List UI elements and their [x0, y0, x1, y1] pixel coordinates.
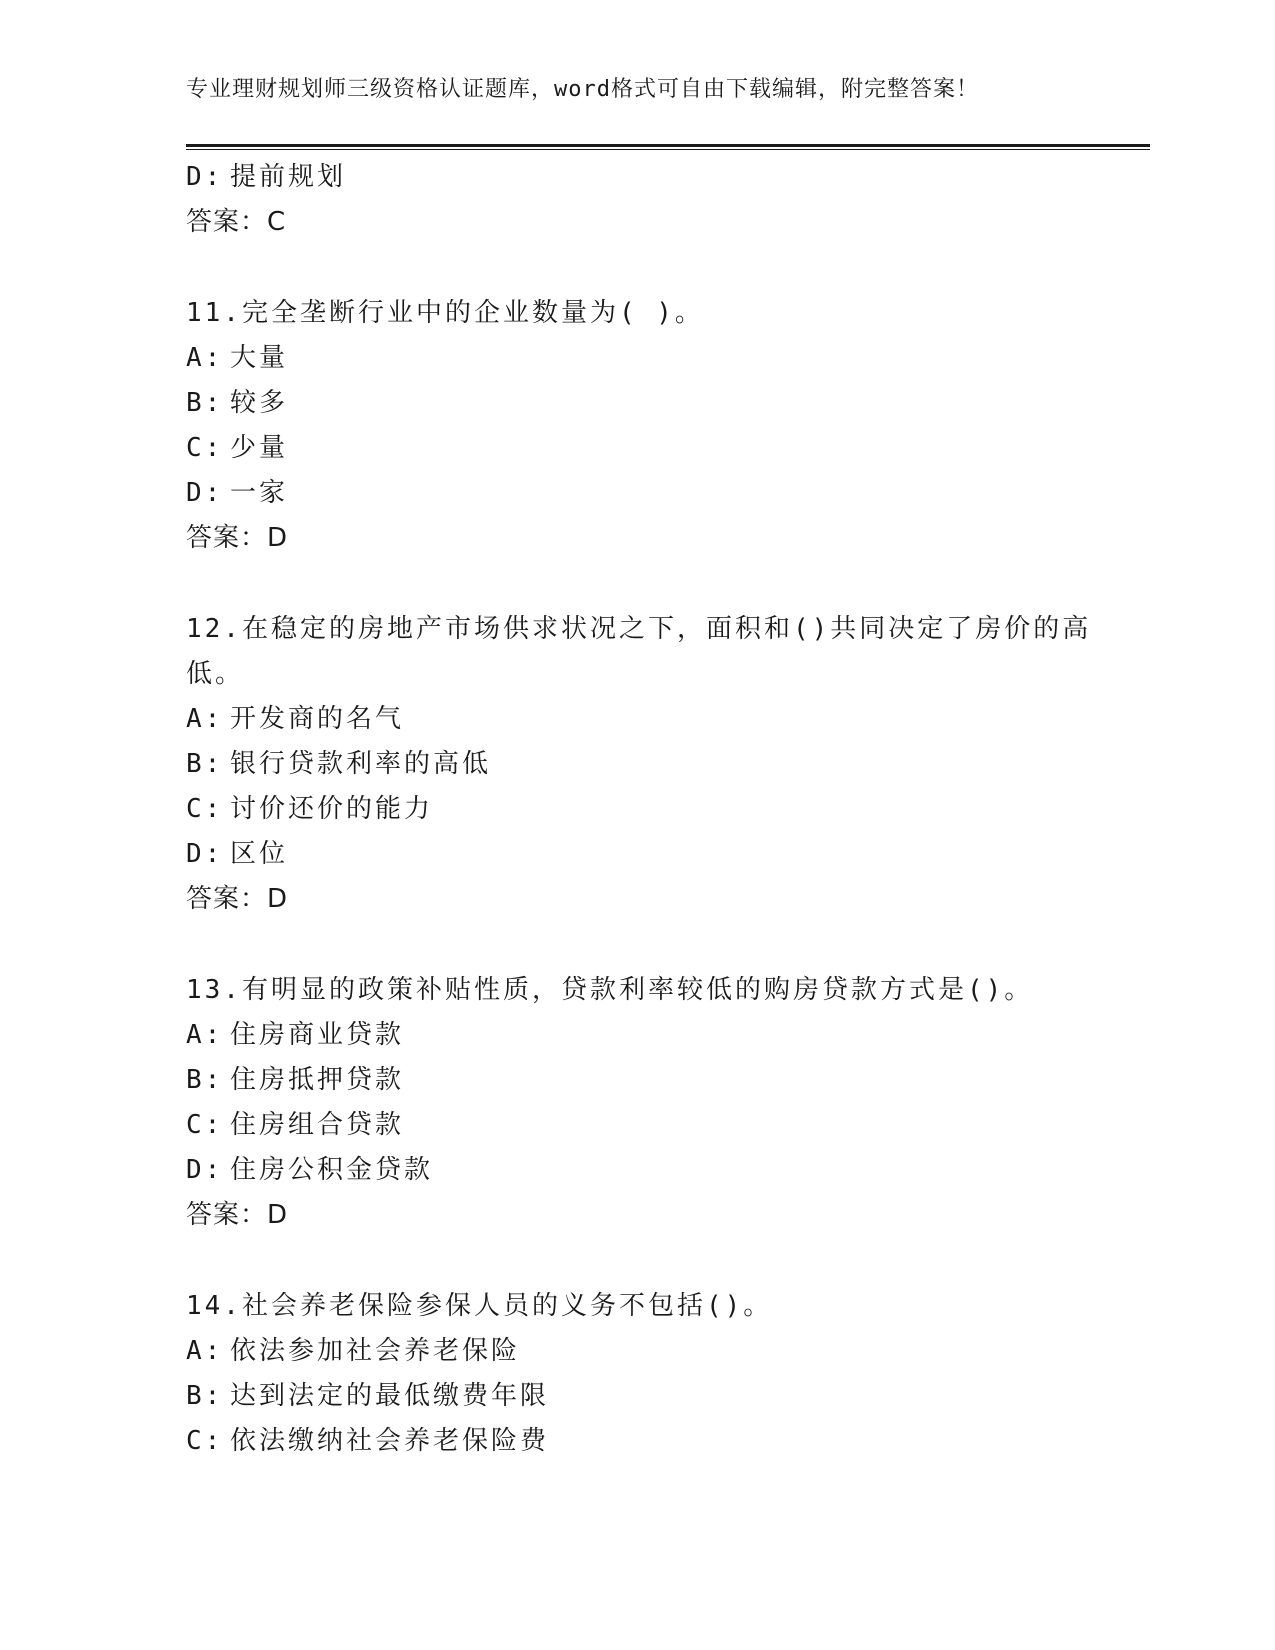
- option-line: [186, 787, 1086, 832]
- option-key: B:: [186, 388, 224, 418]
- option-line: [186, 832, 1086, 877]
- option-key: C:: [186, 794, 224, 824]
- option-text: 区位: [230, 839, 289, 869]
- question-stem: 14.社会养老保险参保人员的义务不包括()。: [186, 1291, 773, 1321]
- option-text: 一家: [230, 478, 289, 508]
- option-line: [186, 1058, 1086, 1103]
- option-line: [186, 742, 1086, 787]
- option-text: 住房组合贷款: [230, 1110, 405, 1140]
- option-text: 住房公积金贷款: [230, 1155, 434, 1185]
- option-text: 银行贷款利率的高低: [230, 749, 492, 779]
- option-text: 少量: [230, 433, 289, 463]
- option-key: C:: [186, 1426, 224, 1456]
- option-line: [186, 155, 1086, 200]
- page-header: 专业理财规划师三级资格认证题库，word格式可自由下载编辑，附完整答案！: [186, 77, 979, 102]
- option-key: B:: [186, 1065, 224, 1095]
- option-key: D:: [186, 839, 224, 869]
- option-key: B:: [186, 1381, 224, 1411]
- question-stem-continuation: 低。: [186, 659, 245, 689]
- answer-line: 答案：C: [186, 207, 287, 237]
- option-key: A:: [186, 1336, 224, 1366]
- answer-line: 答案：D: [186, 884, 289, 914]
- option-line: [186, 336, 1086, 381]
- option-key: D:: [186, 162, 224, 192]
- option-line: [186, 1329, 1086, 1374]
- option-key: A:: [186, 1020, 224, 1050]
- option-line: [186, 1374, 1086, 1419]
- option-line: [186, 1013, 1086, 1058]
- option-key: C:: [186, 433, 224, 463]
- option-text: 住房商业贷款: [230, 1020, 405, 1050]
- answer-line: 答案：D: [186, 1200, 289, 1230]
- option-key: C:: [186, 1110, 224, 1140]
- option-text: 达到法定的最低缴费年限: [230, 1381, 550, 1411]
- option-key: B:: [186, 749, 224, 779]
- option-line: [186, 1419, 1086, 1464]
- question-stem: 12.在稳定的房地产市场供求状况之下，面积和()共同决定了房价的高: [186, 614, 1092, 644]
- option-key: D:: [186, 1155, 224, 1185]
- option-line: [186, 381, 1086, 426]
- option-line: [186, 697, 1086, 742]
- option-text: 依法缴纳社会养老保险费: [230, 1426, 550, 1456]
- option-line: [186, 1103, 1086, 1148]
- option-text: 开发商的名气: [230, 704, 405, 734]
- option-text: 较多: [230, 388, 289, 418]
- option-line: [186, 426, 1086, 471]
- option-key: D:: [186, 478, 224, 508]
- option-text: 依法参加社会养老保险: [230, 1336, 521, 1366]
- option-text: 大量: [230, 343, 289, 373]
- option-text: 住房抵押贷款: [230, 1065, 405, 1095]
- option-text: 提前规划: [230, 162, 347, 192]
- question-list: [186, 155, 1092, 1464]
- option-line: [186, 1148, 1086, 1193]
- question-stem: 11.完全垄断行业中的企业数量为( )。: [186, 298, 704, 328]
- header-rule-thick: [186, 144, 1150, 147]
- header-rule-thin: [186, 149, 1150, 150]
- answer-line: 答案：D: [186, 523, 289, 553]
- option-text: 讨价还价的能力: [230, 794, 434, 824]
- option-line: [186, 471, 1086, 516]
- option-key: A:: [186, 343, 224, 373]
- question-stem: 13.有明显的政策补贴性质，贷款利率较低的购房贷款方式是()。: [186, 975, 1034, 1005]
- option-key: A:: [186, 704, 224, 734]
